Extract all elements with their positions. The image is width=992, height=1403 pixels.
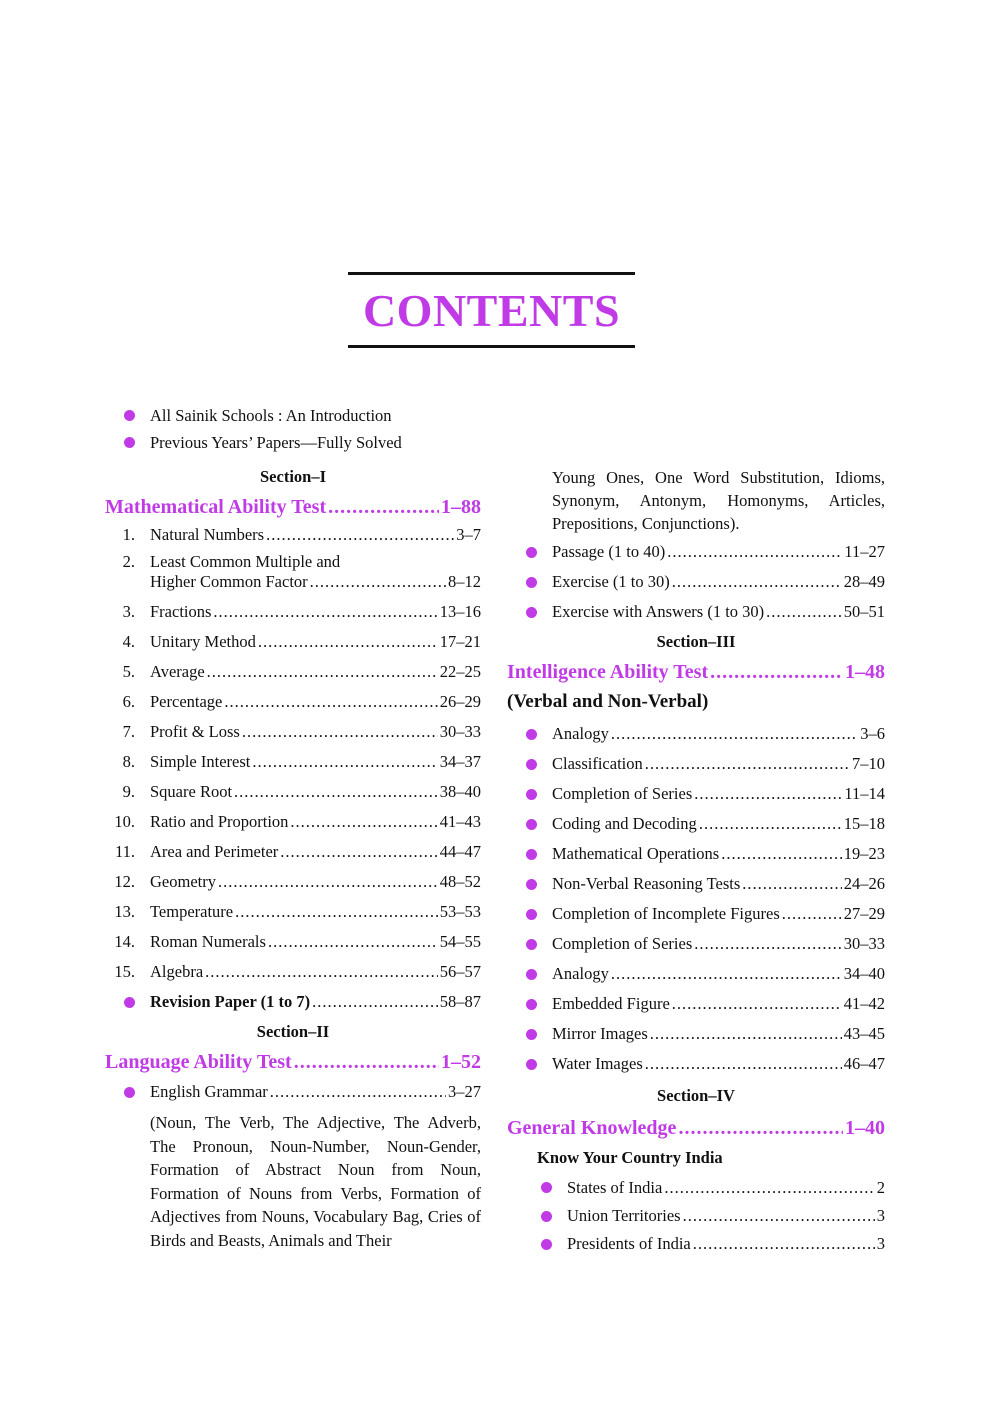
- toc-entry[interactable]: [507, 899, 885, 929]
- toc-entry[interactable]: [105, 597, 481, 627]
- grammar-detail-continued: Young Ones, One Word Substitution, Idioms, Synonym, Antonym, Homonyms, Articles, Prepositions, Conjunctions).: [552, 468, 885, 533]
- entry-pages: 24–26: [843, 874, 885, 893]
- entry-pages: 2: [876, 1178, 885, 1197]
- entry-title: States of India: [567, 1178, 663, 1197]
- entry-title: Analogy: [552, 964, 609, 983]
- leader-dots: [234, 784, 438, 801]
- entry-title: Revision Paper (1 to 7): [150, 992, 311, 1011]
- entry-title: Passage (1 to 40): [552, 542, 666, 561]
- section-label-4: Section–IV: [657, 1086, 735, 1105]
- entry-pages: 54–55: [439, 932, 481, 951]
- leader-dots: [242, 724, 438, 741]
- leader-dots: [205, 964, 438, 981]
- toc-entry[interactable]: [507, 959, 885, 989]
- bullet-icon: [526, 789, 537, 800]
- section-subheading: Know Your Country India: [537, 1148, 723, 1167]
- leader-dots: [678, 1118, 843, 1138]
- entry-title: English Grammar: [150, 1082, 268, 1101]
- entry-title: Temperature: [150, 902, 234, 921]
- leader-dots: [766, 604, 842, 621]
- bullet-icon: [541, 1239, 552, 1250]
- entry-pages: 26–29: [439, 692, 481, 711]
- toc-entry[interactable]: [507, 1049, 885, 1079]
- entry-title: Roman Numerals: [150, 932, 266, 951]
- entry-pages: 3: [876, 1206, 885, 1225]
- intro-item[interactable]: [105, 402, 481, 429]
- leader-dots: [672, 996, 842, 1013]
- entry-number: 10.: [114, 812, 135, 831]
- entry-title: Percentage: [150, 692, 223, 711]
- toc-entry[interactable]: [105, 1077, 481, 1107]
- toc-entry[interactable]: [522, 1173, 885, 1202]
- entry-pages: 30–33: [843, 934, 885, 953]
- section-heading-intelligence[interactable]: [507, 657, 885, 687]
- leader-dots: [710, 662, 843, 682]
- toc-entry[interactable]: [105, 522, 481, 547]
- entry-pages: 28–49: [843, 572, 885, 591]
- bullet-icon: [124, 410, 135, 421]
- toc-entry[interactable]: [507, 809, 885, 839]
- leader-dots: [218, 874, 438, 891]
- entry-pages: 58–87: [439, 992, 481, 1011]
- leader-dots: [645, 756, 850, 773]
- entry-title: Union Territories: [567, 1206, 681, 1225]
- entry-number: 6.: [122, 692, 135, 711]
- toc-entry[interactable]: [507, 1019, 885, 1049]
- entry-number: 2.: [122, 552, 135, 571]
- entry-pages: 7–10: [852, 754, 885, 773]
- intro-item-label: All Sainik Schools : An Introduction: [150, 405, 392, 425]
- page-title: CONTENTS: [362, 284, 621, 336]
- bullet-icon: [124, 1087, 135, 1098]
- bullet-icon: [526, 939, 537, 950]
- entry-title: Completion of Series: [552, 784, 693, 803]
- entry-pages: 34–37: [439, 752, 481, 771]
- toc-entry[interactable]: [507, 989, 885, 1019]
- leader-dots: [252, 754, 437, 771]
- entry-pages: 44–47: [439, 842, 481, 861]
- toc-entry[interactable]: [507, 537, 885, 567]
- leader-dots: [721, 846, 842, 863]
- entry-number: 15.: [114, 962, 135, 981]
- entry-title: Embedded Figure: [552, 994, 670, 1013]
- leader-dots: [672, 574, 842, 591]
- entry-pages: 17–21: [439, 632, 481, 651]
- toc-entry[interactable]: [507, 597, 885, 627]
- leader-dots: [312, 994, 438, 1011]
- bullet-icon: [124, 997, 135, 1008]
- leader-dots: [742, 876, 841, 893]
- entry-pages: 30–33: [439, 722, 481, 741]
- bullet-icon: [526, 849, 537, 860]
- entry-number: 12.: [114, 872, 135, 891]
- leader-dots: [268, 934, 438, 951]
- bullet-icon: [526, 759, 537, 770]
- intro-item-label: Previous Years’ Papers—Fully Solved: [150, 432, 402, 452]
- toc-entry[interactable]: [105, 777, 481, 807]
- toc-entry[interactable]: [105, 897, 481, 927]
- bullet-icon: [526, 1029, 537, 1040]
- bullet-icon: [541, 1182, 552, 1193]
- toc-entry[interactable]: [507, 929, 885, 959]
- toc-entry[interactable]: [105, 837, 481, 867]
- bullet-icon: [526, 999, 537, 1010]
- heading-pages: 1–52: [441, 1051, 481, 1073]
- toc-entry[interactable]: [522, 1202, 885, 1230]
- heading-pages: 1–88: [441, 496, 481, 518]
- section-heading-gk[interactable]: [507, 1113, 885, 1143]
- toc-entry[interactable]: [105, 627, 481, 657]
- heading-text: Mathematical Ability Test: [105, 496, 327, 518]
- heading-text: General Knowledge: [507, 1117, 677, 1139]
- leader-dots: [645, 1056, 842, 1073]
- entry-title: Algebra: [150, 962, 204, 981]
- section-label-3: Section–III: [656, 632, 736, 651]
- leader-dots: [694, 936, 842, 953]
- entry-pages: 46–47: [843, 1054, 885, 1073]
- leader-dots: [207, 664, 438, 681]
- entry-number: 3.: [122, 602, 135, 621]
- leader-dots: [611, 966, 842, 983]
- leader-dots: [280, 844, 437, 861]
- leader-dots: [667, 544, 842, 561]
- leader-dots: [235, 904, 438, 921]
- leader-dots: [683, 1208, 875, 1225]
- leader-dots: [213, 604, 437, 621]
- leader-dots: [694, 786, 842, 803]
- entry-title: Profit & Loss: [150, 722, 240, 741]
- entry-title: Completion of Incomplete Figures: [552, 904, 780, 923]
- entry-pages: 27–29: [843, 904, 885, 923]
- toc-entry[interactable]: [507, 869, 885, 899]
- toc-entry[interactable]: [105, 747, 481, 777]
- entry-pages: 53–53: [439, 902, 481, 921]
- heading-text: Language Ability Test: [105, 1051, 292, 1073]
- section-heading-math[interactable]: [105, 492, 481, 522]
- entry-title: Area and Perimeter: [150, 842, 279, 861]
- bullet-icon: [526, 909, 537, 920]
- entry-pages: 3–6: [860, 724, 885, 743]
- entry-title: Exercise (1 to 30): [552, 572, 670, 591]
- entry-pages: 11–14: [844, 784, 885, 803]
- entry-pages: 19–23: [843, 844, 885, 863]
- leader-dots: [290, 814, 437, 831]
- leader-dots: [270, 1084, 446, 1101]
- left-column: [105, 402, 481, 1252]
- entry-pages: 8–12: [448, 572, 481, 591]
- entry-title: Natural Numbers: [150, 525, 265, 544]
- entry-pages: 38–40: [439, 782, 481, 801]
- toc-entry[interactable]: [105, 687, 481, 717]
- entry-pages: 3–27: [448, 1082, 481, 1101]
- entry-pages: 43–45: [843, 1024, 885, 1043]
- entry-pages: 41–42: [843, 994, 885, 1013]
- entry-pages: 22–25: [439, 662, 481, 681]
- leader-dots: [224, 694, 437, 711]
- entry-title: Ratio and Proportion: [150, 812, 289, 831]
- leader-dots: [664, 1180, 874, 1197]
- bullet-icon: [526, 969, 537, 980]
- entry-title: Square Root: [150, 782, 233, 801]
- toc-entry[interactable]: [507, 779, 885, 809]
- toc-entry[interactable]: [105, 957, 481, 987]
- toc-entry[interactable]: [105, 867, 481, 897]
- entry-title: Classification: [552, 754, 643, 773]
- entry-title: Exercise with Answers (1 to 30): [552, 602, 765, 621]
- leader-dots: [294, 1052, 439, 1072]
- entry-number: 8.: [122, 752, 135, 771]
- entry-pages: 3: [876, 1234, 885, 1253]
- entry-pages: 48–52: [439, 872, 481, 891]
- intro-item[interactable]: [105, 429, 481, 456]
- bullet-icon: [526, 729, 537, 740]
- toc-entry[interactable]: [507, 567, 885, 597]
- entry-pages: 56–57: [439, 962, 481, 981]
- entry-pages: 11–27: [844, 542, 885, 561]
- entry-title: Presidents of India: [567, 1234, 691, 1253]
- toc-entry-revision[interactable]: [105, 987, 481, 1017]
- toc-entry[interactable]: [507, 719, 885, 749]
- toc-entry[interactable]: [105, 547, 481, 597]
- entry-number: 13.: [114, 902, 135, 921]
- leader-dots: [310, 574, 446, 591]
- entry-number: 9.: [122, 782, 135, 801]
- entry-number: 4.: [122, 632, 135, 651]
- leader-dots: [328, 497, 439, 517]
- grammar-detail: (Noun, The Verb, The Adjective, The Adverb, The Pronoun, Noun-Number, Noun-Gender, Formation of Abstract Noun from Noun, Formation of Nouns from Verbs, Formation of Adjectives from Nouns, Vocabulary Bag, Cries of Birds and Beasts, Animals and Their: [150, 1113, 481, 1250]
- entry-title: Non-Verbal Reasoning Tests: [552, 874, 741, 893]
- leader-dots: [258, 634, 438, 651]
- section-subheading: (Verbal and Non-Verbal): [507, 691, 709, 712]
- entry-number: 11.: [114, 842, 135, 861]
- toc-entry[interactable]: [105, 657, 481, 687]
- entry-number: 5.: [122, 662, 135, 681]
- heading-text: Intelligence Ability Test: [507, 661, 709, 683]
- entry-number: 1.: [122, 525, 135, 544]
- bullet-icon: [541, 1211, 552, 1222]
- leader-dots: [650, 1026, 842, 1043]
- contents-title-frame: [348, 272, 635, 348]
- entry-title: Completion of Series: [552, 934, 693, 953]
- entry-title-line1: Least Common Multiple and: [150, 552, 341, 571]
- leader-dots: [693, 1236, 875, 1253]
- section-label-2: Section–II: [256, 1022, 330, 1041]
- entry-title: Mathematical Operations: [552, 844, 720, 863]
- toc-entry[interactable]: [105, 807, 481, 837]
- bullet-icon: [124, 437, 135, 448]
- entry-number: 14.: [114, 932, 135, 951]
- entry-pages: 15–18: [843, 814, 885, 833]
- entry-number: 7.: [122, 722, 135, 741]
- leader-dots: [699, 816, 842, 833]
- entry-title: Unitary Method: [150, 632, 256, 651]
- heading-pages: 1–40: [845, 1117, 885, 1139]
- entry-pages: 50–51: [843, 602, 885, 621]
- entry-title: Analogy: [552, 724, 609, 743]
- entry-title: Simple Interest: [150, 752, 251, 771]
- bullet-icon: [526, 547, 537, 558]
- entry-title: Fractions: [150, 602, 212, 621]
- math-topic-list: [105, 522, 481, 1017]
- bullet-icon: [526, 879, 537, 890]
- heading-pages: 1–48: [845, 661, 885, 683]
- entry-title: Average: [150, 662, 205, 681]
- toc-entry[interactable]: [105, 717, 481, 747]
- entry-pages: 3–7: [456, 525, 481, 544]
- leader-dots: [782, 906, 842, 923]
- leader-dots: [611, 726, 858, 743]
- entry-title: Geometry: [150, 872, 216, 891]
- bullet-icon: [526, 577, 537, 588]
- entry-pages: 41–43: [439, 812, 481, 831]
- entry-pages: 34–40: [843, 964, 885, 983]
- toc-entry[interactable]: [105, 927, 481, 957]
- bullet-icon: [526, 1059, 537, 1070]
- entry-pages: 13–16: [439, 602, 481, 621]
- toc-entry[interactable]: [507, 839, 885, 869]
- toc-entry[interactable]: [507, 749, 885, 779]
- bullet-icon: [526, 607, 537, 618]
- section-label-1: Section–I: [260, 467, 326, 486]
- right-column: [507, 466, 885, 1258]
- leader-dots: [266, 527, 454, 544]
- entry-title: Mirror Images: [552, 1024, 648, 1043]
- toc-entry[interactable]: [522, 1230, 885, 1258]
- entry-title: Higher Common Factor: [150, 572, 308, 591]
- entry-title: Water Images: [552, 1054, 643, 1073]
- bullet-icon: [526, 819, 537, 830]
- section-heading-language[interactable]: [105, 1047, 481, 1077]
- entry-title: Coding and Decoding: [552, 814, 697, 833]
